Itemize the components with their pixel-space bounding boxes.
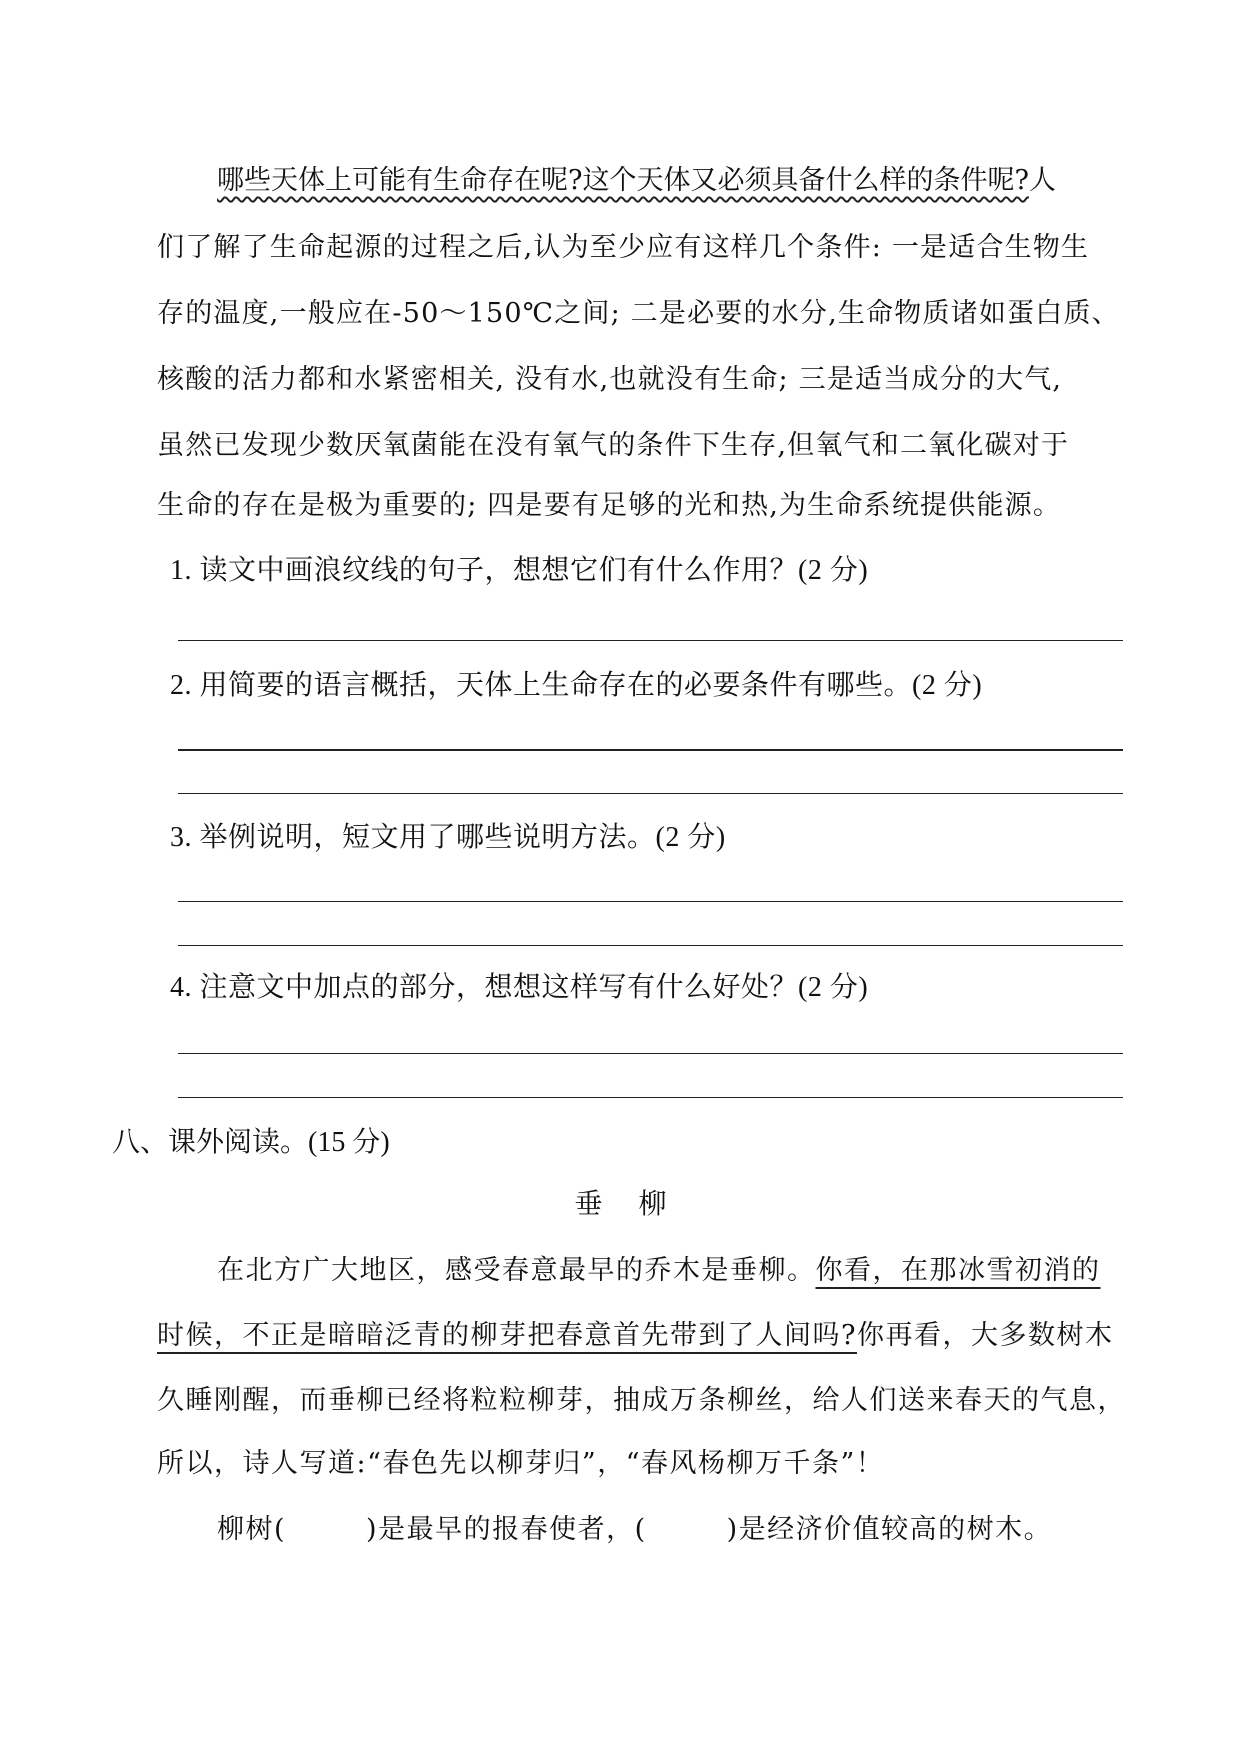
article-line-4: 所以，诗人写道:“春色先以柳芽归”，“春风杨柳万千条”！ xyxy=(157,1448,885,1479)
passage-text: 人 xyxy=(1028,165,1056,196)
fill-in-sentence xyxy=(217,1512,1052,1548)
article-line-2 xyxy=(157,1318,1113,1354)
passage-line-5: 虽然已发现少数厌氧菌能在没有氧气的条件下生存,但氧气和二氧化碳对于 xyxy=(157,430,1070,461)
passage-line-1 xyxy=(217,163,1056,199)
answer-line-q2-b[interactable] xyxy=(178,793,1123,794)
answer-line-q3-b[interactable] xyxy=(178,945,1123,946)
section-heading xyxy=(112,1124,390,1161)
section-title: 八、课外阅读。 xyxy=(112,1125,309,1158)
article-text: 在北方广大地区，感受春意最早的乔木是垂柳。 xyxy=(217,1255,816,1286)
fill-text-2: )是最早的报春使者，( xyxy=(366,1514,647,1545)
article-title xyxy=(0,1186,1241,1222)
article-line-1 xyxy=(217,1253,1101,1289)
underlined-sentence: 你看，在那冰雪初消的 xyxy=(815,1255,1101,1286)
question-2: 2. 用简要的语言概括，天体上生命存在的必要条件有哪些。(2 分) xyxy=(170,670,983,701)
section-points: (15 分) xyxy=(308,1127,390,1158)
answer-line-q1[interactable] xyxy=(178,640,1123,641)
answer-line-q4-a[interactable] xyxy=(178,1053,1123,1054)
article-text: 你再看，大多数树木 xyxy=(856,1320,1114,1351)
question-3: 3. 举例说明，短文用了哪些说明方法。(2 分) xyxy=(170,822,726,853)
passage-line-6: 生命的存在是极为重要的; 四是要有足够的光和热,为生命系统提供能源。 xyxy=(157,490,1062,521)
question-1: 1. 读文中画浪纹线的句子，想想它们有什么作用？(2 分) xyxy=(170,555,869,586)
answer-line-q4-b[interactable] xyxy=(178,1097,1123,1098)
passage-line-4: 核酸的活力都和水紧密相关, 没有水,也就没有生命; 三是适当成分的大气, xyxy=(157,364,1063,395)
question-4: 4. 注意文中加点的部分，想想这样写有什么好处？(2 分) xyxy=(170,972,869,1003)
passage-line-2: 们了解了生命起源的过程之后,认为至少应有这样几个条件: 一是适合生物生 xyxy=(157,232,1090,263)
underlined-sentence: 时候，不正是暗暗泛青的柳芽把春意首先带到了人间吗? xyxy=(157,1320,857,1351)
passage-line-3: 存的温度,一般应在-50～150℃之间; 二是必要的水分,生命物质诸如蛋白质、 xyxy=(157,298,1120,329)
article-title-char-1: 垂 xyxy=(574,1187,603,1220)
article-title-char-2: 柳 xyxy=(638,1187,667,1220)
fill-text-1: 柳树( xyxy=(217,1514,287,1545)
answer-line-q2-a[interactable] xyxy=(178,749,1123,751)
wavy-underlined-sentences: 哪些天体上可能有生命存在呢?这个天体又必须具备什么样的条件呢? xyxy=(217,165,1029,196)
article-line-3: 久睡刚醒，而垂柳已经将粒粒柳芽，抽成万条柳丝，给人们送来春天的气息， xyxy=(157,1385,1126,1416)
answer-line-q3-a[interactable] xyxy=(178,901,1123,902)
fill-text-3: )是经济价值较高的树木。 xyxy=(726,1514,1053,1545)
